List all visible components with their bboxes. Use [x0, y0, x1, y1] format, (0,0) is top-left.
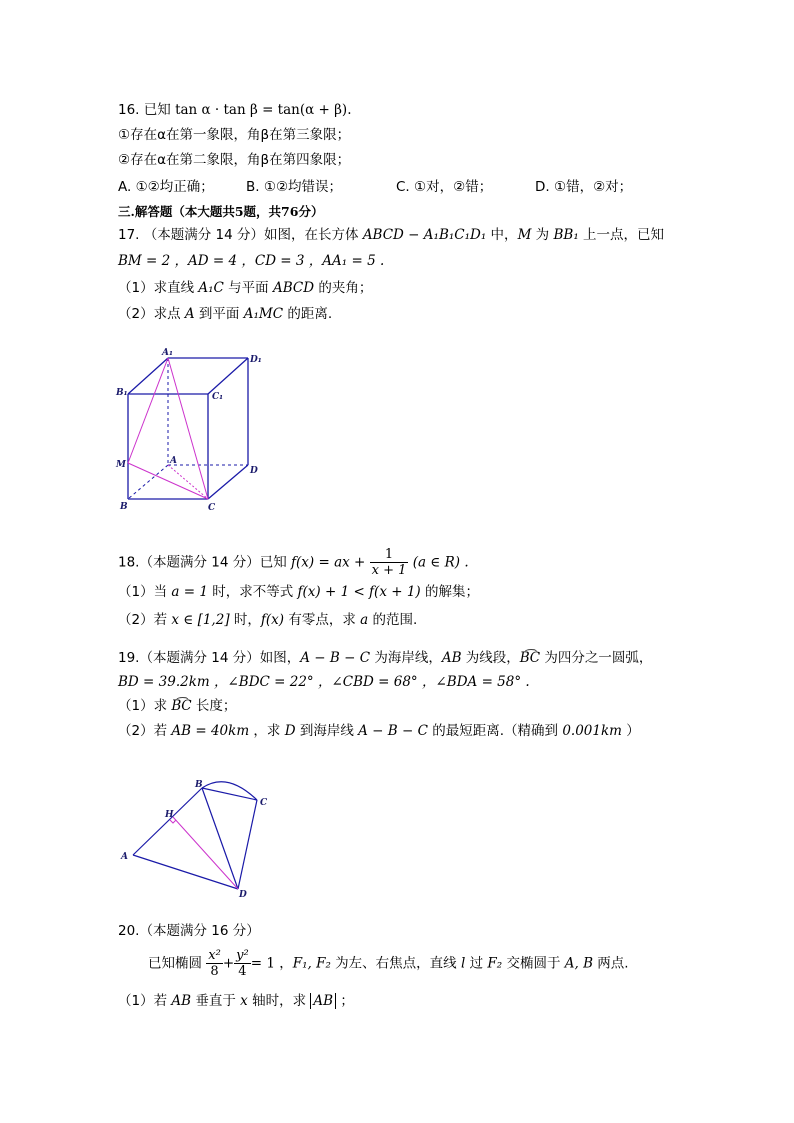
- q18-p2-var: a: [360, 612, 369, 628]
- q20-p1-e: 轴时，求: [247, 993, 311, 1009]
- q17-p1-a: （1）求直线: [118, 280, 199, 296]
- figure-coastline: [115, 775, 285, 900]
- q19-p1-arc: B͡C: [171, 698, 192, 714]
- q19-p2-e: 到海岸线: [295, 723, 359, 739]
- q18-p2-a: （2）若: [118, 612, 172, 628]
- seg-cd: [238, 800, 257, 889]
- q17-p2-c: 到平面: [194, 306, 244, 322]
- q17-edge-bb1: BB₁: [553, 227, 579, 243]
- q20-frac-x-num: x²: [208, 948, 221, 963]
- q17-text-e: 为: [531, 227, 554, 243]
- q18-p2-c: 时，: [229, 612, 261, 628]
- q17-text-c: 中，: [486, 227, 518, 243]
- q16-statement-2: ②存在α在第二象限，角β在第四象限；: [118, 152, 351, 168]
- q20-frac-y-num: y²: [236, 948, 249, 963]
- q18-text-a: 18.（本题满分 14 分）已知: [118, 554, 292, 571]
- label-h: H: [165, 810, 174, 820]
- edge-a1b1: [128, 358, 168, 394]
- q20-text-b: ，: [274, 955, 293, 972]
- q18-func: f(x) = ax +: [291, 554, 366, 571]
- q20-text-j: 两点.: [593, 955, 629, 972]
- q18-p2-g: 的范围.: [368, 612, 418, 628]
- q18-p2-e: 有零点，求: [284, 612, 361, 628]
- q19-text-e: 为线段，: [461, 650, 520, 666]
- q19-givens: BD = 39.2km ，∠BDC = 22° ，∠CBD = 68° ，∠BDA = 58° .: [118, 674, 530, 690]
- q17-p1-e: 的夹角；: [314, 280, 373, 296]
- label-a: A: [170, 456, 177, 466]
- q19-p1-c: 长度；: [191, 698, 237, 714]
- label-d: D: [239, 890, 247, 900]
- q17-text-a: 17. （本题满分 14 分）如图，在长方体: [118, 227, 363, 243]
- q19-stem: [118, 649, 652, 667]
- edge-cd: [208, 465, 248, 499]
- q17-givens: BM = 2 ，AD = 4 ，CD = 3 ，AA₁ = 5 .: [118, 253, 385, 269]
- q20-frac-y-den: 4: [234, 963, 251, 979]
- q20-p1-abs-ab: AB: [310, 993, 336, 1009]
- q20-eq: = 1: [250, 955, 275, 972]
- q20-f2: F₂: [487, 955, 503, 972]
- q20-text-f: 过: [465, 955, 488, 972]
- q20-text-d: 为左、右焦点，直线: [330, 955, 461, 972]
- q20-stem: [148, 948, 629, 979]
- q20-text-a: 已知椭圆: [148, 955, 207, 972]
- seg-bc: [202, 788, 257, 800]
- q16-option-b: B. ①②均错误；: [246, 179, 343, 195]
- q18-p1-a: （1）当: [118, 584, 172, 600]
- q19-p2-ab: AB = 40km: [171, 723, 250, 739]
- q16-option-c: C. ①对，②错；: [396, 179, 493, 195]
- label-c: C: [260, 798, 268, 808]
- q20-text-h: 交椭圆于: [502, 955, 565, 972]
- q19-part-2: [118, 722, 640, 740]
- label-d: D: [250, 466, 258, 476]
- q17-part-1: [118, 279, 372, 297]
- q19-p2-a: （2）若: [118, 723, 172, 739]
- seg-ac: [168, 465, 208, 499]
- q18-p2-interval: x ∈ [1,2]: [171, 612, 230, 628]
- seg-ab: [133, 788, 202, 855]
- q18-p1-ineq: f(x) + 1 < f(x + 1): [297, 584, 421, 600]
- q19-p1-a: （1）求: [118, 698, 172, 714]
- q17-text-g: 上一点，已知: [578, 227, 665, 243]
- label-c: C: [208, 503, 216, 513]
- q19-seg-ab: AB: [441, 650, 462, 666]
- q19-coast: A − B − C: [300, 650, 371, 666]
- seg-a1m: [128, 358, 168, 463]
- q16-stem: [118, 101, 351, 119]
- edge-d1c1: [208, 358, 248, 394]
- seg-bd: [202, 788, 238, 889]
- figure-cuboid: [110, 345, 270, 515]
- q18-frac-num: 1: [384, 547, 394, 562]
- q19-p2-precision: 0.001km: [562, 723, 622, 739]
- q19-text-g: 为四分之一圆弧，: [540, 650, 653, 666]
- q17-solid-name: ABCD − A₁B₁C₁D₁: [362, 227, 487, 243]
- q20-plus: +: [222, 955, 235, 972]
- q20-p1-a: （1）若: [118, 993, 172, 1009]
- q17-p2-plane: A₁MC: [243, 306, 284, 322]
- label-a1: A₁: [162, 348, 173, 358]
- label-a: A: [121, 852, 128, 862]
- q18-p2-func: f(x): [260, 612, 285, 628]
- q18-p1-e: 的解集；: [420, 584, 479, 600]
- q20-p1-c: 垂直于: [191, 993, 241, 1009]
- q20-points: A, B: [564, 955, 594, 972]
- q17-p1-plane: ABCD: [272, 280, 315, 296]
- q20-p1-x: x: [240, 993, 248, 1009]
- q19-part-1: [118, 697, 236, 715]
- q19-p2-d: D: [284, 723, 296, 739]
- q18-p1-c: 时，求不等式: [207, 584, 298, 600]
- label-b: B: [195, 780, 203, 790]
- q17-part-2: [118, 305, 332, 323]
- q19-p2-i: ）: [621, 723, 640, 739]
- q17-point-m: M: [517, 227, 532, 243]
- q20-frac-x: [206, 948, 223, 979]
- q20-foci: F₁, F₂: [292, 955, 331, 972]
- section-heading: 三.解答题（本大题共5题，共76分）: [118, 204, 324, 219]
- q20-frac-x-den: 8: [206, 963, 223, 979]
- seg-mc: [128, 463, 208, 499]
- q18-frac-den: x + 1: [371, 563, 407, 578]
- q17-p2-e: 的距离.: [283, 306, 333, 322]
- label-m: M: [116, 460, 126, 470]
- q18-stem: [118, 547, 469, 578]
- q17-p2-a: （2）求点: [118, 306, 185, 322]
- q16-option-a: A. ①②均正确；: [118, 179, 214, 195]
- q19-p2-c: ，求: [249, 723, 285, 739]
- q16-option-d: D. ①错，②对；: [535, 179, 633, 195]
- label-c1: C₁: [212, 392, 224, 402]
- q17-p1-line: A₁C: [198, 280, 224, 296]
- q18-part-1: [118, 583, 479, 601]
- q18-p1-cond: a = 1: [171, 584, 208, 600]
- q16-statement-1: ①存在α在第一象限，角β在第三象限；: [118, 127, 351, 143]
- label-b1: B₁: [116, 388, 128, 398]
- label-b: B: [120, 502, 128, 512]
- q20-frac-y: [234, 948, 251, 979]
- edge-ab-hidden: [128, 465, 168, 499]
- q17-stem: [118, 226, 664, 244]
- arc-bc: [202, 782, 257, 800]
- q20-line-l: l: [460, 955, 466, 972]
- q16-stem-prefix: 16. 已知: [118, 102, 171, 118]
- q20-p1-ab: AB: [171, 993, 192, 1009]
- right-angle-h: [170, 820, 176, 823]
- q18-part-2: [118, 611, 417, 629]
- q19-arc-bc: B͡C: [519, 650, 541, 666]
- q19-p2-coast: A − B − C: [358, 723, 428, 739]
- q18-domain: (a ∈ R) .: [412, 554, 469, 571]
- q19-text-c: 为海岸线，: [370, 650, 442, 666]
- q16-stem-formula: tan α · tan β = tan(α + β): [175, 102, 348, 118]
- q19-p2-g: 的最短距离.（精确到: [427, 723, 563, 739]
- q19-text-a: 19.（本题满分 14 分）如图，: [118, 650, 301, 666]
- q16-stem-end: .: [347, 102, 352, 118]
- q20-heading: 20.（本题满分 16 分）: [118, 923, 260, 939]
- q20-p1-g: ；: [336, 993, 354, 1009]
- q18-fraction: [370, 547, 409, 578]
- q17-p2-point: A: [184, 306, 195, 322]
- q20-part-1: [118, 992, 354, 1010]
- label-d1: D₁: [250, 355, 262, 365]
- seg-a1c: [168, 358, 208, 499]
- q17-p1-c: 与平面: [223, 280, 273, 296]
